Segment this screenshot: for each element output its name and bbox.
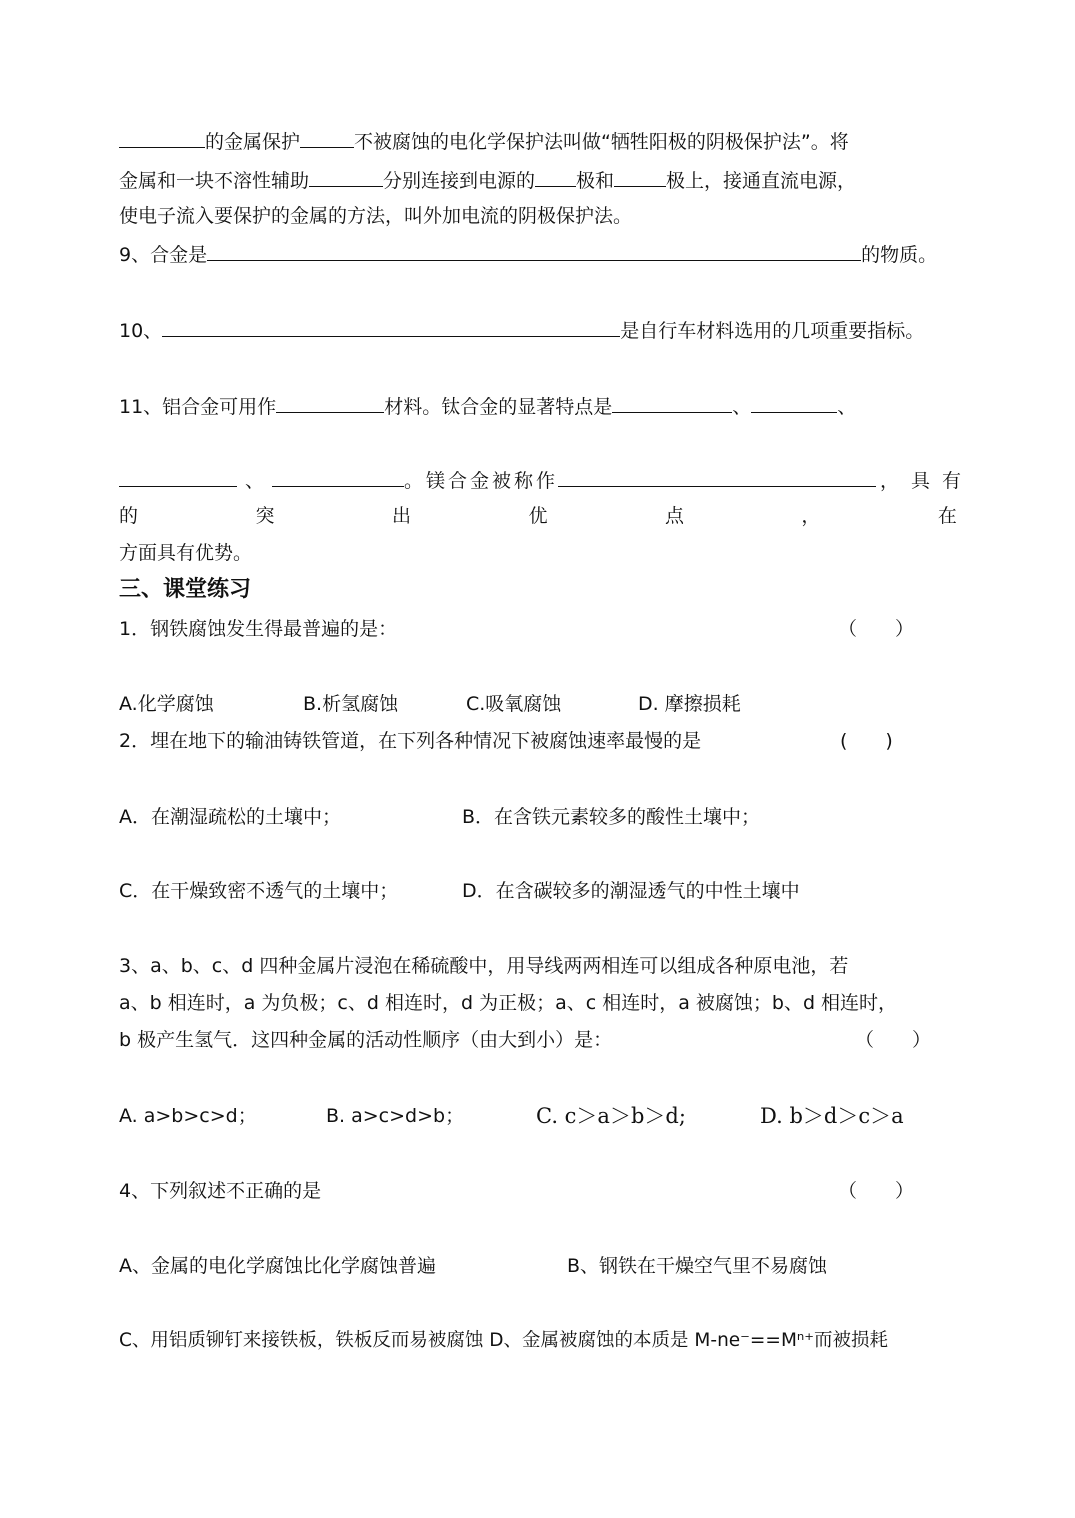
question-11 [119,394,856,419]
option-b: B、钢铁在干燥空气里不易腐蚀 [567,1255,828,1277]
question-4-stem: 4、下列叙述不正确的是 [119,1180,322,1202]
text: 不被腐蚀的电化学保护法叫做“牺牲阳极的阴极保护法”。将 [354,131,849,153]
text: 、 [837,396,857,418]
option-a: A. a>b>c>d； [119,1105,257,1127]
blank [272,468,404,487]
text: 、 [245,470,265,492]
text-line [119,468,974,493]
question-1-stem: 1．钢铁腐蚀发生得最普遍的是： [119,618,398,640]
option-b: B. a>c>d>b； [326,1105,465,1127]
question-10 [119,318,924,343]
option-a: A、金属的电化学腐蚀比化学腐蚀普遍 [119,1255,436,1277]
text: 的金属保护 [205,131,301,153]
option-d: D. 摩擦损耗 [638,693,741,715]
text-line: 方面具有优势。 [119,542,253,564]
option-c: C．在干燥致密不透气的土壤中； [119,880,399,902]
question-2-stem: 2．埋在地下的输油铸铁管道，在下列各种情况下被腐蚀速率最慢的是 [119,730,702,752]
blank [207,242,861,261]
text: 10、 [119,320,163,342]
option-d: D．在含碳较多的潮湿透气的中性土壤中 [462,880,800,902]
text: 优 [528,505,548,527]
text: 11、铝合金可用作 [119,396,277,418]
text: 点 [664,505,684,527]
answer-paren: （ ） [838,1180,915,1202]
blank [119,468,237,487]
text: ， [801,505,821,527]
option-b: B.析氢腐蚀 [303,693,399,715]
question-3-stem: 3、a、b、c、d 四种金属片浸泡在稀硫酸中，用导线两两相连可以组成各种原电池，若 [119,955,849,977]
text: 的物质。 [861,244,938,266]
text: 极上，接通直流电源， [666,170,857,192]
answer-paren: ( ) [840,730,893,752]
text: 分别连接到电源的 [383,170,536,192]
text: 极和 [576,170,615,192]
text: 突 [255,505,275,527]
blank [535,168,576,187]
blank [300,129,354,148]
option-c: C.吸氧腐蚀 [466,693,562,715]
question-3-stem: a、b 相连时，a 为负极；c、d 相连时，d 为正极；a、c 相连时，a 被腐蚀；b、d 相连时， [119,992,898,1014]
option-a: A．在潮湿疏松的土壤中； [119,806,341,828]
text: ，具有 [880,470,974,492]
text: 。镁合金被称作 [404,470,559,492]
text-line [119,168,856,193]
blank [751,394,837,413]
blank [309,168,383,187]
option-c-d: C、用铝质铆钉来接铁板，铁板反而易被腐蚀 D、金属被腐蚀的本质是 M-ne⁻==Mⁿ⁺而被损耗 [119,1330,889,1351]
question-3-stem: b 极产生氢气．这四种金属的活动性顺序（由大到小）是： [119,1029,613,1051]
text: 9、合金是 [119,244,208,266]
option-d: D. b＞d＞c＞a [760,1104,904,1128]
blank [162,318,620,337]
text: 在 [937,505,957,527]
text: 材料。钛合金的显著特点是 [384,396,613,418]
blank [614,168,666,187]
blank [119,129,205,148]
option-a: A.化学腐蚀 [119,693,214,715]
text-line [119,129,849,154]
option-b: B．在含铁元素较多的酸性土壤中； [462,806,761,828]
text-line: 使电子流入要保护的金属的方法，叫外加电流的阴极保护法。 [119,205,633,227]
option-c: C. c＞a＞b＞d; [536,1104,686,1128]
justified-line [119,504,957,528]
text: 出 [391,505,411,527]
text: 是自行车材料选用的几项重要指标。 [620,320,925,342]
blank [612,394,732,413]
question-9 [119,242,937,267]
answer-paren: （ ） [838,618,915,640]
text: 金属和一块不溶性辅助 [119,170,310,192]
text: 、 [732,396,752,418]
section-heading: 三、课堂练习 [119,577,252,602]
text: 的 [119,505,139,527]
answer-paren: （ ） [855,1029,932,1051]
blank [558,468,876,487]
blank [276,394,384,413]
